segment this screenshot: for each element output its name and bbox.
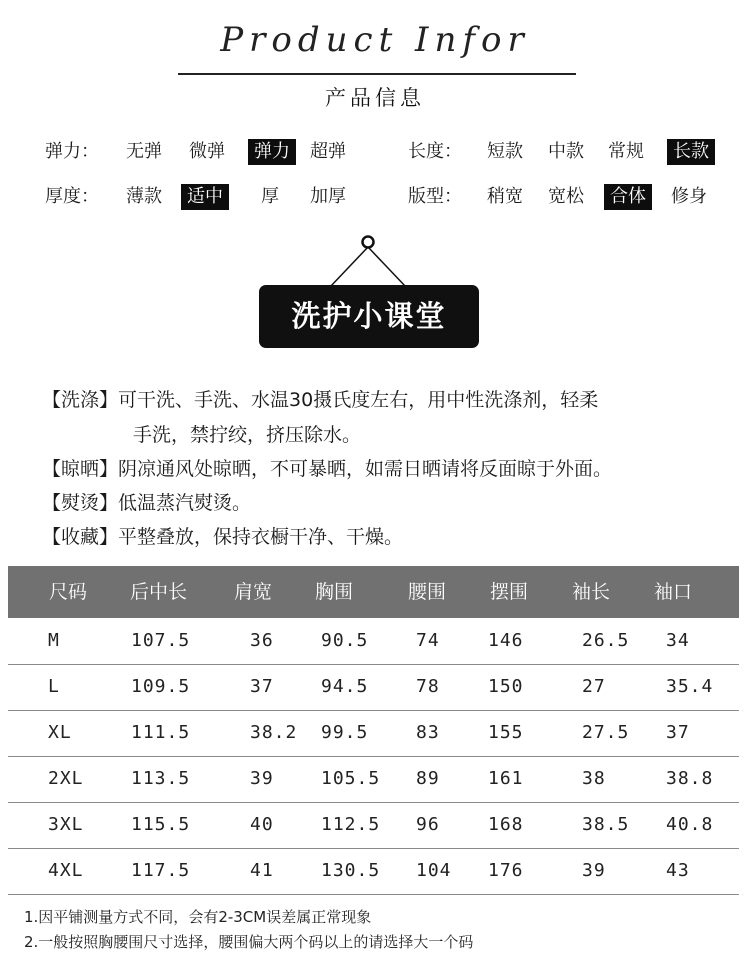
cell-size: 4XL: [48, 860, 84, 881]
cell-back-length: 115.5: [131, 814, 191, 835]
cell-chest: 130.5: [321, 860, 381, 881]
col-waist: 腰围: [408, 581, 447, 603]
care-iron-tag: 【熨烫】: [42, 492, 119, 514]
care-wash: [42, 384, 598, 416]
cell-hem: 146: [488, 630, 524, 651]
elasticity-option-super: 超弹: [310, 141, 346, 162]
elasticity-option-none: 无弹: [126, 141, 162, 162]
cell-back-length: 107.5: [131, 630, 191, 651]
table-row: [8, 848, 739, 895]
length-option-medium: 中款: [548, 141, 584, 162]
note-sizing: 2.一般按照胸腰围尺寸选择，腰围偏大两个码以上的请选择大一个码: [24, 933, 474, 951]
cell-hem: 168: [488, 814, 524, 835]
col-shoulder: 肩宽: [234, 581, 273, 603]
thickness-option-extra-thick: 加厚: [310, 186, 346, 207]
table-row: [8, 618, 739, 665]
care-dry: [42, 453, 612, 485]
col-sleeve-length: 袖长: [572, 581, 611, 603]
care-dry-text: 阴凉通风处晾晒，不可暴晒，如需日晒请将反面晾于外面。: [118, 458, 613, 480]
cell-sleeve-length: 26.5: [582, 630, 630, 651]
cell-chest: 99.5: [321, 722, 369, 743]
col-chest: 胸围: [315, 581, 354, 603]
elasticity-option-elastic-selected: 弹力: [248, 139, 296, 165]
table-row: [8, 710, 739, 757]
cell-hem: 155: [488, 722, 524, 743]
cell-chest: 105.5: [321, 768, 381, 789]
care-store-text: 平整叠放，保持衣橱干净、干燥。: [118, 526, 404, 548]
cell-sleeve-length: 38.5: [582, 814, 630, 835]
length-option-long-selected: 长款: [667, 139, 715, 165]
length-option-short: 短款: [487, 141, 523, 162]
cell-size: L: [48, 676, 60, 697]
col-back-length: 后中长: [130, 581, 188, 603]
cell-waist: 74: [416, 630, 440, 651]
fit-option-slightly-loose: 稍宽: [487, 186, 523, 207]
note-measurement: 1.因平铺测量方式不同，会有2-3CM误差属正常现象: [24, 908, 372, 926]
cell-hem: 161: [488, 768, 524, 789]
care-wash-text-2: 手洗，禁拧绞，挤压除水。: [133, 424, 362, 446]
page-title: 产品信息: [325, 86, 425, 110]
thickness-option-moderate-selected: 适中: [181, 184, 229, 210]
elasticity-option-slight: 微弹: [189, 141, 225, 162]
cell-back-length: 117.5: [131, 860, 191, 881]
fit-option-slim: 修身: [671, 186, 707, 207]
cell-shoulder: 37: [250, 676, 274, 697]
cell-cuff: 37: [666, 722, 690, 743]
cell-waist: 104: [416, 860, 452, 881]
cell-cuff: 43: [666, 860, 690, 881]
cell-back-length: 113.5: [131, 768, 191, 789]
elasticity-label: 弹力：: [45, 141, 99, 162]
col-hem: 摆围: [490, 581, 529, 603]
cell-cuff: 38.8: [666, 768, 714, 789]
hanger-string-icon: [320, 232, 430, 292]
cell-size: M: [48, 630, 60, 651]
cell-shoulder: 41: [250, 860, 274, 881]
fit-label: 版型：: [408, 186, 462, 207]
cell-sleeve-length: 27: [582, 676, 606, 697]
care-sign: 洗护小课堂: [259, 285, 479, 348]
cell-size: XL: [48, 722, 72, 743]
fit-option-regular-selected: 合体: [604, 184, 652, 210]
attr-row-thickness-fit: [0, 183, 750, 211]
cell-waist: 89: [416, 768, 440, 789]
length-option-regular: 常规: [608, 141, 644, 162]
care-wash-text-1: 可干洗、手洗、水温30摄氏度左右，用中性洗涤剂，轻柔: [118, 389, 599, 411]
table-row: [8, 802, 739, 849]
care-wash-tag: 【洗涤】: [42, 389, 119, 411]
care-store: [42, 521, 403, 553]
cell-hem: 176: [488, 860, 524, 881]
cell-back-length: 109.5: [131, 676, 191, 697]
cell-size: 3XL: [48, 814, 84, 835]
thickness-label: 厚度：: [45, 186, 99, 207]
attr-row-elasticity-length: [0, 138, 750, 166]
col-size: 尺码: [49, 581, 88, 603]
cell-shoulder: 39: [250, 768, 274, 789]
care-dry-tag: 【晾晒】: [42, 458, 119, 480]
script-title: Product Infor: [220, 20, 530, 60]
cell-cuff: 34: [666, 630, 690, 651]
col-cuff: 袖口: [654, 581, 693, 603]
table-row: [8, 756, 739, 803]
size-table-header: [8, 566, 739, 618]
cell-cuff: 40.8: [666, 814, 714, 835]
cell-sleeve-length: 38: [582, 768, 606, 789]
cell-shoulder: 40: [250, 814, 274, 835]
care-iron: [42, 487, 251, 519]
cell-sleeve-length: 39: [582, 860, 606, 881]
table-row: [8, 664, 739, 711]
cell-size: 2XL: [48, 768, 84, 789]
cell-chest: 90.5: [321, 630, 369, 651]
length-label: 长度：: [408, 141, 462, 162]
cell-chest: 112.5: [321, 814, 381, 835]
care-iron-text: 低温蒸汽熨烫。: [118, 492, 252, 514]
cell-waist: 96: [416, 814, 440, 835]
cell-waist: 78: [416, 676, 440, 697]
cell-cuff: 35.4: [666, 676, 714, 697]
cell-chest: 94.5: [321, 676, 369, 697]
care-store-tag: 【收藏】: [42, 526, 119, 548]
cell-hem: 150: [488, 676, 524, 697]
cell-shoulder: 36: [250, 630, 274, 651]
cell-waist: 83: [416, 722, 440, 743]
cell-back-length: 111.5: [131, 722, 191, 743]
header-rule: [178, 73, 576, 75]
fit-option-loose: 宽松: [548, 186, 584, 207]
cell-sleeve-length: 27.5: [582, 722, 630, 743]
thickness-option-thin: 薄款: [126, 186, 162, 207]
cell-shoulder: 38.2: [250, 722, 298, 743]
thickness-option-thick: 厚: [261, 186, 279, 207]
